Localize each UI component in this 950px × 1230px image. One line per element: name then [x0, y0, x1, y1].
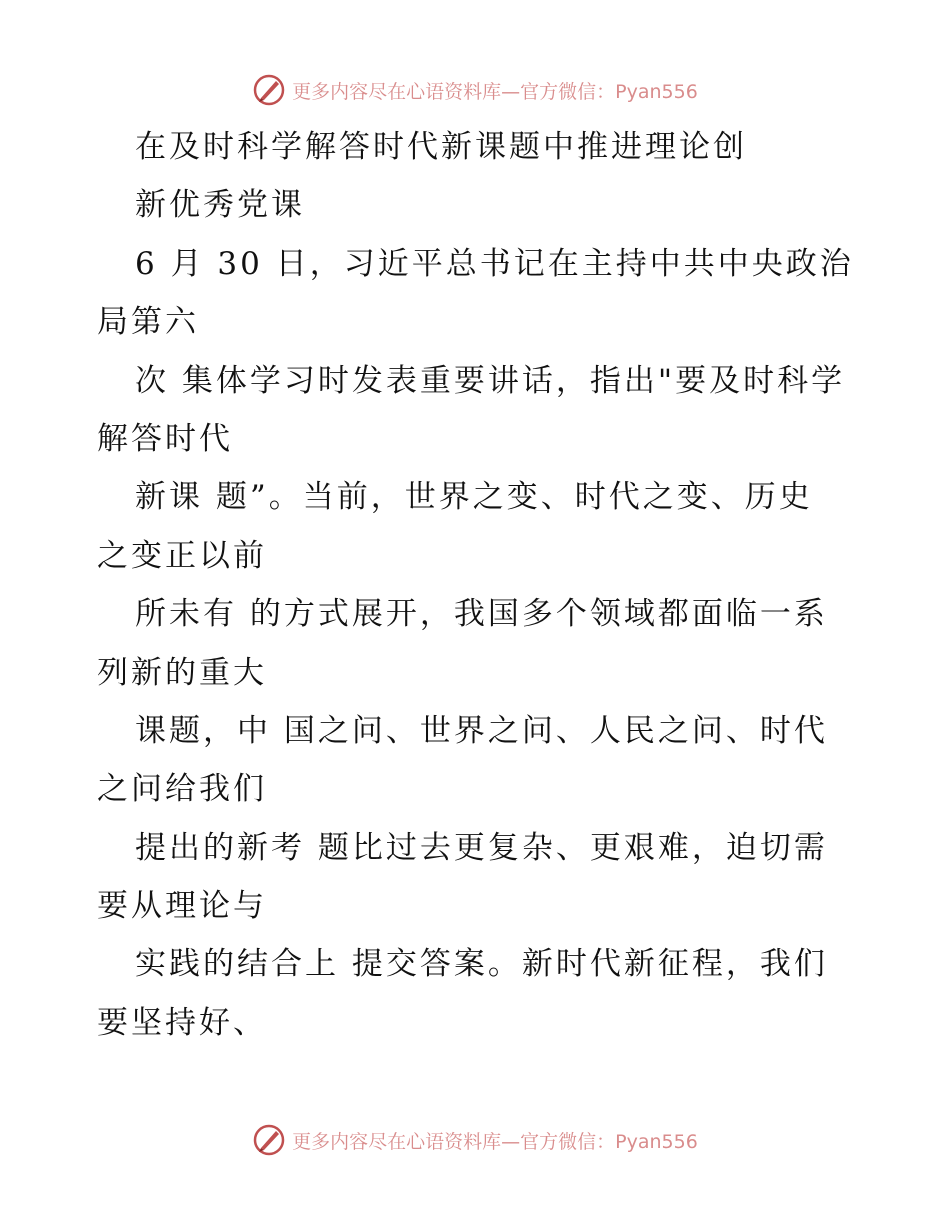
paragraph-line: 课题，中 国之问、世界之问、人民之问、时代 — [135, 712, 828, 749]
paragraph-line: 6 月 30 日，习近平总书记在主持中共中央政治 — [135, 245, 854, 282]
document-body — [97, 118, 857, 1052]
paragraph-line: 解答时代 — [97, 420, 233, 457]
paragraph-line: 之问给我们 — [97, 771, 267, 808]
paragraph-line: 实践的结合上 提交答案。新时代新征程，我们 — [135, 946, 828, 983]
quill-pen-logo-icon — [252, 1123, 286, 1157]
paragraph-line: 列新的重大 — [97, 654, 267, 691]
paragraph-line: 之变正以前 — [97, 537, 267, 574]
paragraph-line: 局第六 — [97, 304, 199, 341]
header-banner — [0, 70, 950, 110]
paragraph-line: 所未有 的方式展开，我国多个领域都面临一系 — [135, 596, 828, 633]
header-banner-text: 更多内容尽在心语资料库—官方微信：Pyan556 — [292, 80, 698, 103]
paragraph-line: 提出的新考 题比过去更复杂、更艰难，迫切需 — [135, 829, 828, 866]
document-title-line-2: 新优秀党课 — [135, 187, 305, 224]
paragraph-line: 次 集体学习时发表重要讲话，指出"要及时科学 — [135, 362, 846, 399]
quill-pen-logo-icon — [252, 73, 286, 107]
footer-banner-text: 更多内容尽在心语资料库—官方微信：Pyan556 — [292, 1130, 698, 1153]
paragraph-line: 要坚持好、 — [97, 1004, 267, 1041]
paragraph-line: 新课 题”。当前，世界之变、时代之变、历史 — [135, 479, 813, 516]
paragraph-line: 要从理论与 — [97, 888, 267, 925]
footer-banner — [0, 1120, 950, 1160]
document-title-line-1: 在及时科学解答时代新课题中推进理论创 — [135, 129, 747, 165]
